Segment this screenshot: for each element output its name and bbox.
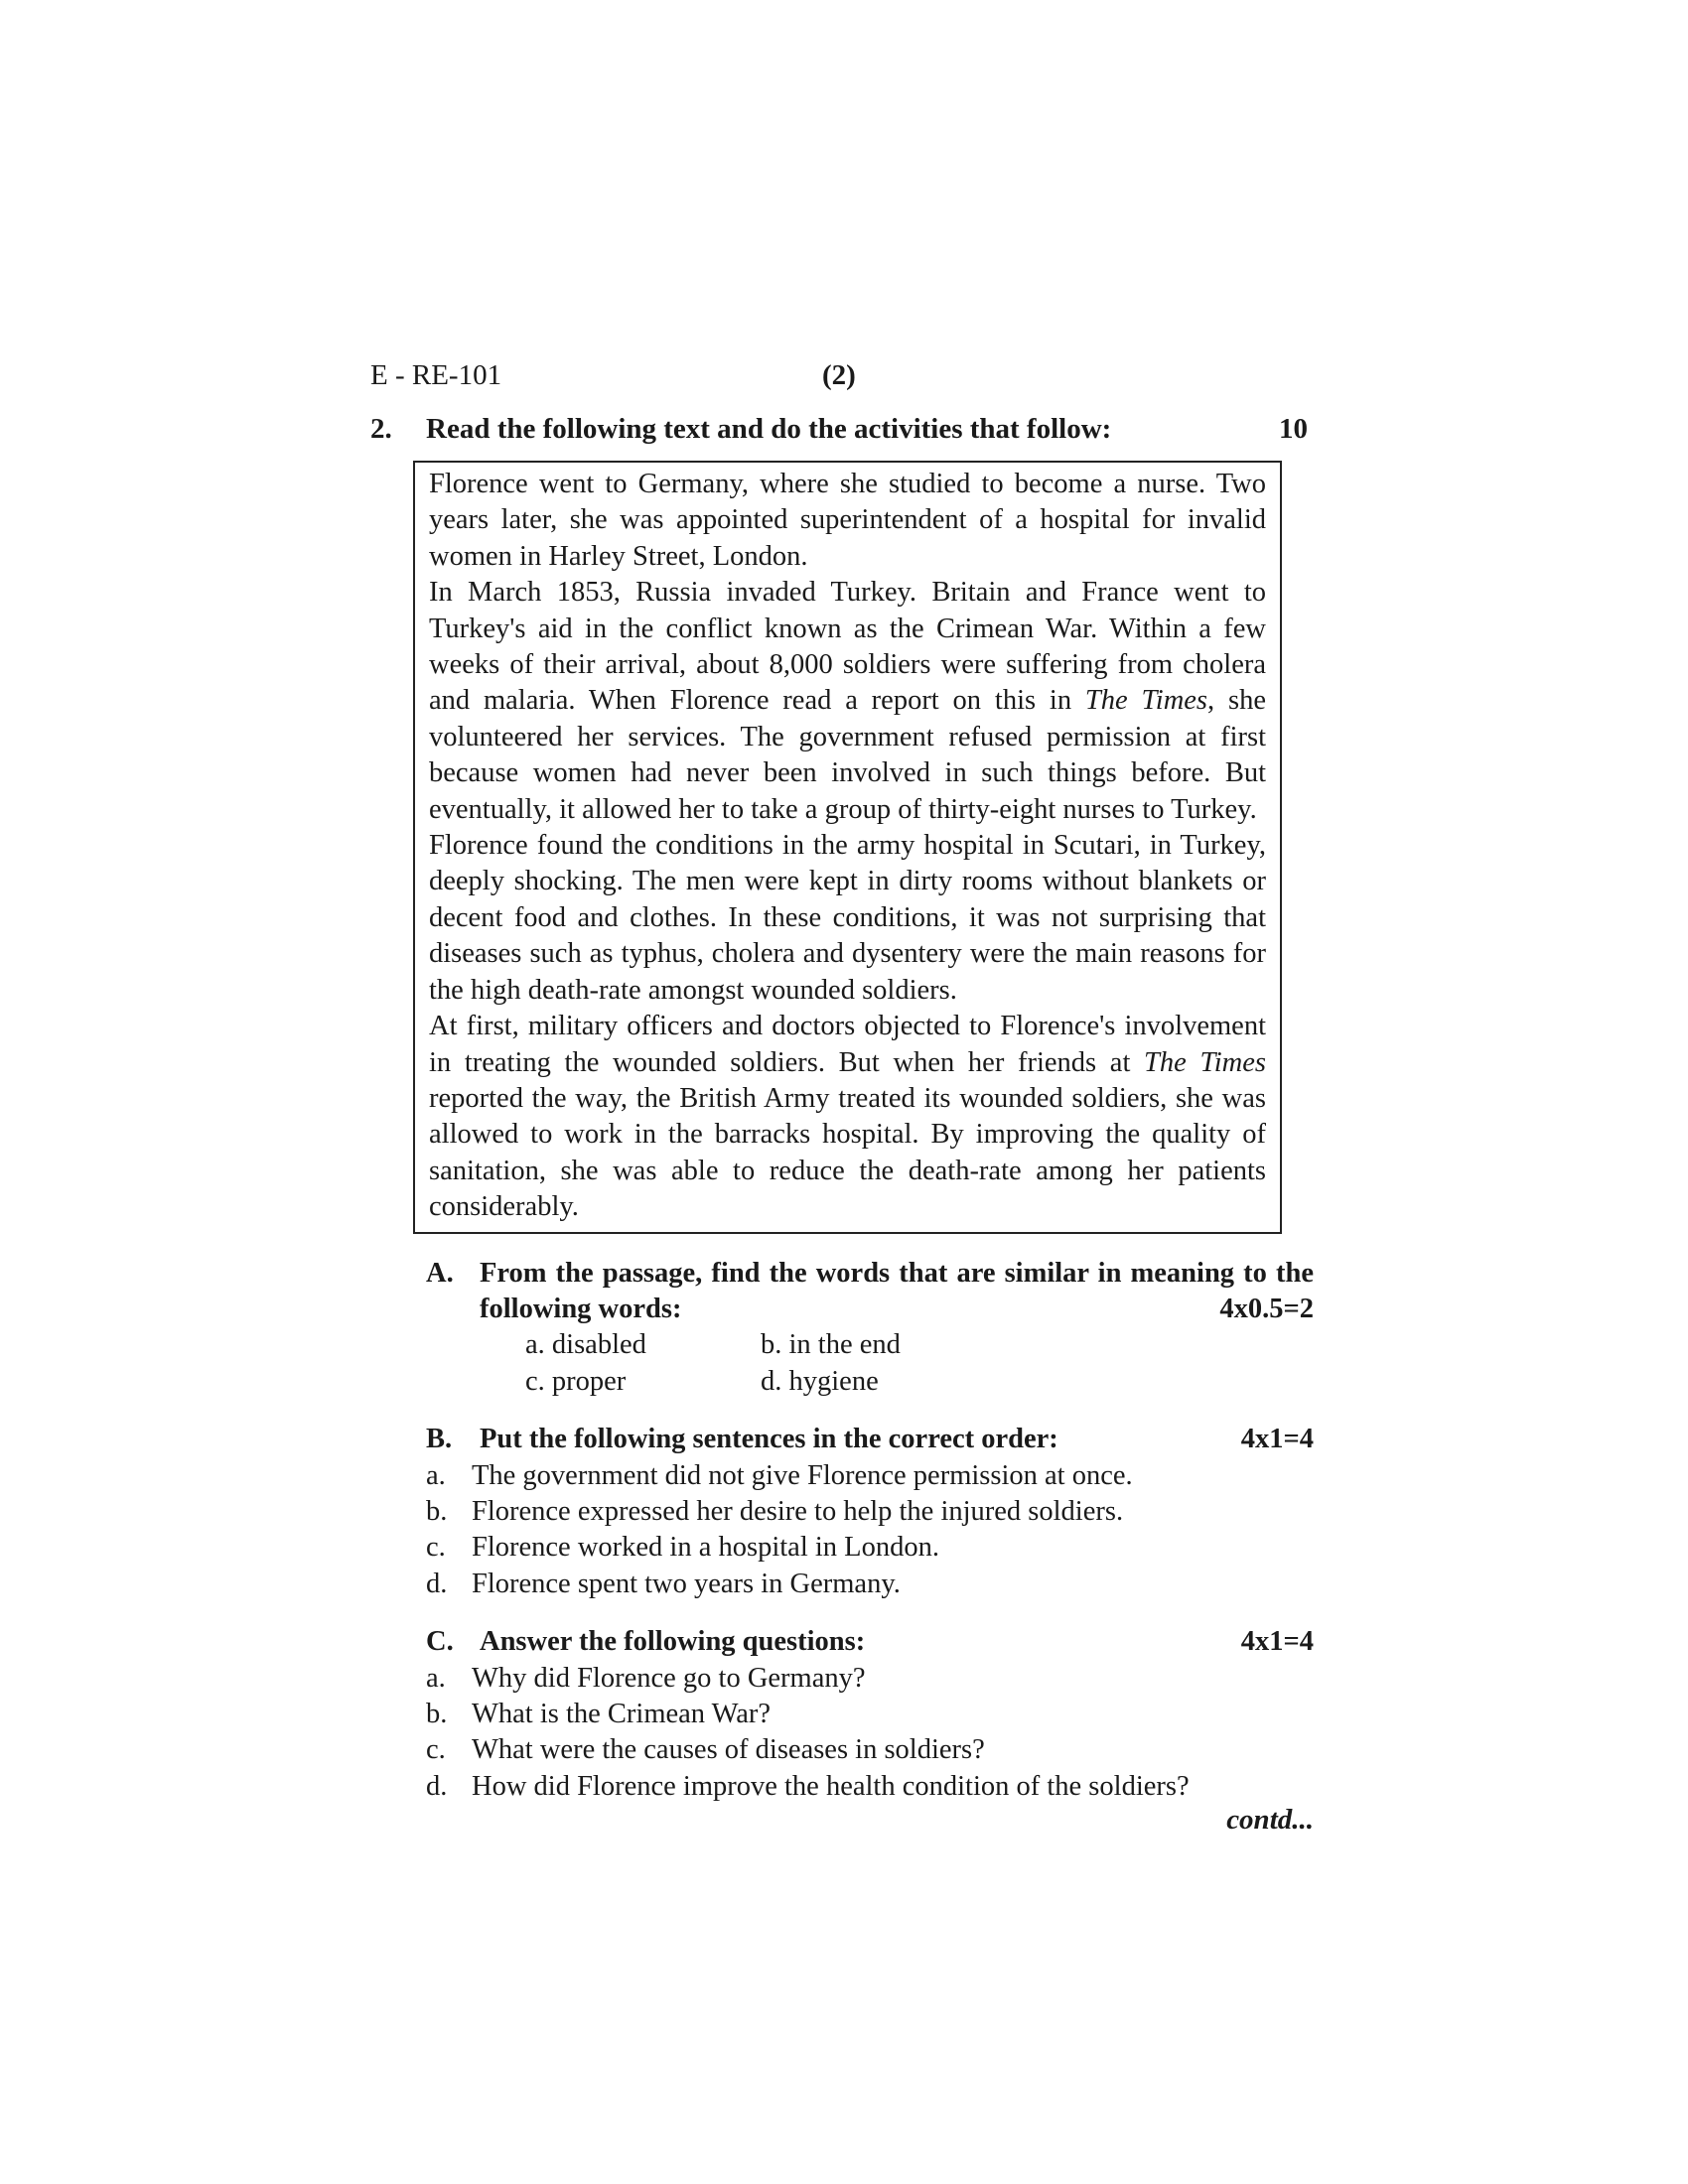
page-number: (2) <box>822 359 856 391</box>
item-letter: a. <box>426 1459 446 1491</box>
section-c <box>426 1624 1314 1835</box>
item-text: Florence spent two years in Germany. <box>472 1568 901 1599</box>
passage-paragraph-3: Florence found the conditions in the army hospital in Scutari, in Turkey, deeply shocking. The men were kept in dirty rooms without blankets or decent food and clothes. In these conditions, it was not surprising that diseases such as typhus, cholera and dysentery were the main reasons for the high death-rate amongst wounded soldiers. <box>429 830 1266 1006</box>
reading-passage-box <box>413 461 1282 1234</box>
passage-text: , she volunteered her services. The government refused permission at first because women had never been involved in such things before. But eventually, it allowed her to take a group of thirty-eight nurses to Turkey. <box>429 685 1266 825</box>
item-letter: b. <box>426 1698 448 1729</box>
passage-paragraph-1: Florence went to Germany, where she studied to become a nurse. Two years later, she was appointed superintendent of a hospital for invalid women in Harley Street, London. <box>429 469 1266 572</box>
page-header <box>370 359 1314 399</box>
newspaper-title: The Times <box>1144 1046 1266 1078</box>
section-letter: A. <box>426 1257 454 1289</box>
section-b-heading <box>426 1422 1314 1457</box>
newspaper-title: The Times <box>1084 685 1208 717</box>
item-letter: c. <box>426 1532 446 1564</box>
section-b <box>426 1422 1314 1602</box>
word-row <box>525 1364 1314 1400</box>
passage-paragraph-4 <box>429 1009 1266 1225</box>
list-item <box>426 1458 1314 1494</box>
section-letter: C. <box>426 1626 454 1658</box>
section-marks: 4x1=4 <box>1240 1626 1314 1658</box>
item-letter: d. <box>426 1770 448 1802</box>
item-word: in the end <box>788 1329 901 1361</box>
section-instruction: Answer the following questions: <box>480 1626 866 1658</box>
sentence-list <box>426 1458 1314 1603</box>
question-heading <box>370 413 1314 453</box>
exam-page <box>370 359 1314 1835</box>
section-a <box>426 1256 1314 1401</box>
section-letter: B. <box>426 1424 453 1455</box>
item-text: What were the causes of diseases in soldiers? <box>472 1734 985 1766</box>
list-item <box>426 1697 1314 1732</box>
item-text: Why did Florence go to Germany? <box>472 1662 866 1694</box>
word-item <box>761 1327 996 1363</box>
item-letter: a. <box>426 1662 446 1694</box>
section-instruction-text: From the passage, find the words that are similar in meaning to the following words: <box>480 1257 1314 1324</box>
item-text: The government did not give Florence permission at once. <box>472 1459 1133 1491</box>
list-item <box>426 1567 1314 1602</box>
item-text: How did Florence improve the health condition of the soldiers? <box>472 1770 1190 1802</box>
list-item <box>426 1769 1314 1805</box>
question-list <box>426 1661 1314 1806</box>
passage-text: In March 1853, Russia invaded Turkey. Britain and France went to Turkey's aid in the conflict known as the Crimean War. Within a few weeks of their arrival, about 8,000 soldiers were suffering from cholera and malaria. When Florence read a report on this in <box>429 577 1266 717</box>
question-number: 2. <box>370 413 392 445</box>
word-list <box>525 1327 1314 1400</box>
list-item <box>426 1530 1314 1566</box>
item-letter: a. <box>525 1329 545 1361</box>
item-letter: b. <box>426 1495 448 1527</box>
passage-text: reported the way, the British Army treated its wounded soldiers, she was allowed to work in the barracks hospital. By improving the quality of sanitation, she was able to reduce the death-rate among her patients considerably. <box>429 1082 1266 1223</box>
word-row <box>525 1327 1314 1363</box>
passage-paragraph-2 <box>429 575 1266 828</box>
list-item <box>426 1661 1314 1697</box>
item-word: disabled <box>551 1329 646 1361</box>
item-text: What is the Crimean War? <box>472 1698 772 1729</box>
item-letter: d. <box>426 1568 448 1599</box>
question-marks: 10 <box>1279 413 1308 445</box>
item-text: Florence worked in a hospital in London. <box>472 1532 939 1564</box>
section-c-heading <box>426 1624 1314 1660</box>
section-marks: 4x0.5=2 <box>1219 1293 1314 1324</box>
item-letter: d. <box>761 1365 782 1397</box>
list-item <box>426 1732 1314 1768</box>
item-letter: c. <box>525 1365 545 1397</box>
item-word: proper <box>551 1365 627 1397</box>
paper-code: E - RE-101 <box>370 359 502 391</box>
question-instruction: Read the following text and do the activities that follow: <box>426 413 1112 445</box>
item-letter: c. <box>426 1734 446 1766</box>
section-instruction <box>480 1256 1314 1328</box>
continued-note: contd... <box>1226 1804 1314 1837</box>
item-letter: b. <box>761 1329 782 1361</box>
word-item <box>525 1364 761 1400</box>
word-item <box>761 1364 996 1400</box>
word-item <box>525 1327 761 1363</box>
passage-text: At first, military officers and doctors objected to Florence's involvement in treating the wounded soldiers. But when her friends at <box>429 1011 1266 1078</box>
list-item <box>426 1494 1314 1530</box>
section-a-heading <box>426 1256 1314 1328</box>
item-text: Florence expressed her desire to help the injured soldiers. <box>472 1495 1124 1527</box>
section-marks: 4x1=4 <box>1240 1424 1314 1455</box>
section-instruction: Put the following sentences in the correct order: <box>480 1424 1058 1455</box>
item-word: hygiene <box>788 1365 879 1397</box>
